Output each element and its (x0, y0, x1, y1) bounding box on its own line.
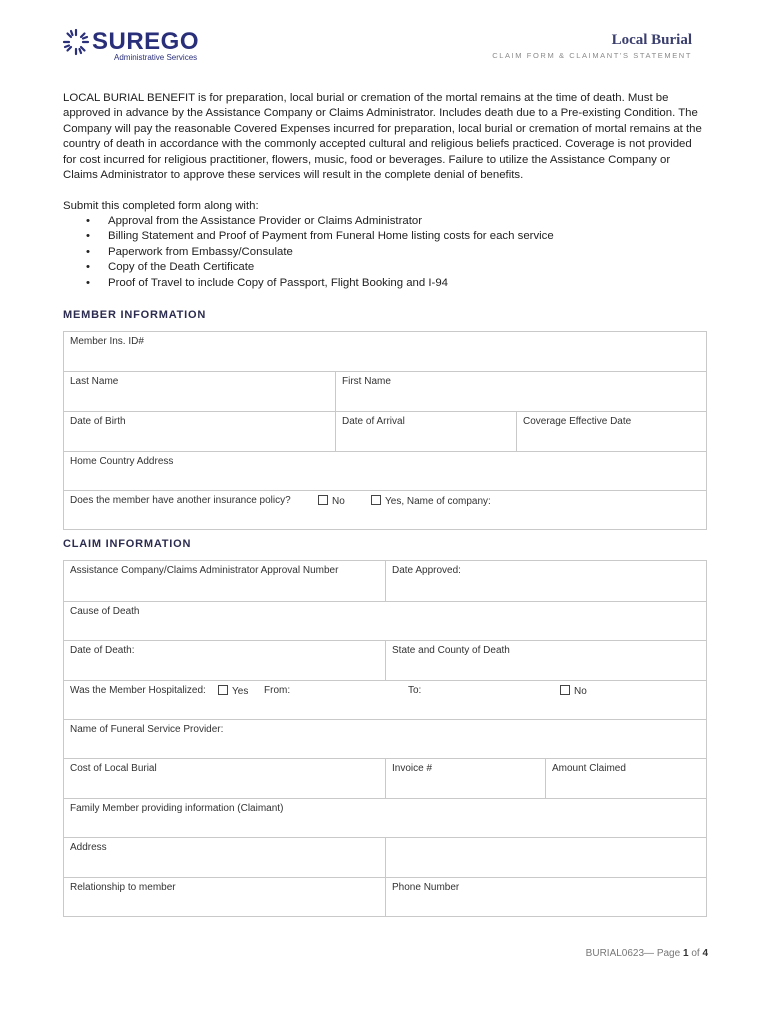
other-insurance-question: Does the member have another insurance policy? (70, 495, 291, 506)
hospitalized-yes-option[interactable]: Yes (218, 685, 248, 697)
member-section-title: MEMBER INFORMATION (63, 309, 207, 321)
address-extra-field[interactable] (385, 838, 706, 877)
first-name-field[interactable] (335, 372, 706, 411)
hospitalized-no-option[interactable]: No (560, 685, 587, 697)
list-item: • Copy of the Death Certificate (86, 260, 554, 275)
amount-claimed-field[interactable] (545, 759, 706, 798)
hospitalized-to-label: To: (408, 685, 422, 696)
date-of-death-field[interactable] (64, 641, 385, 680)
phone-number-field[interactable] (385, 878, 706, 916)
logo-subtitle: Administrative Services (114, 53, 198, 62)
date-of-birth-field[interactable] (64, 412, 335, 451)
logo-wordmark: SUREGO (92, 28, 200, 55)
date-approved-label: Date Approved: (392, 565, 461, 576)
family-member-field[interactable] (64, 799, 706, 837)
date-of-death-label: Date of Death: (70, 645, 135, 656)
amount-claimed-label: Amount Claimed (552, 763, 626, 774)
claim-info-table (63, 560, 707, 917)
last-name-label: Last Name (70, 376, 119, 387)
funeral-provider-field[interactable] (64, 720, 706, 758)
invoice-field[interactable] (385, 759, 545, 798)
page-footer (586, 948, 708, 959)
page-of: of (691, 948, 700, 959)
list-item: • Paperwork from Embassy/Consulate (86, 245, 554, 260)
coverage-effective-date-label: Coverage Effective Date (523, 416, 632, 427)
date-approved-field[interactable] (385, 561, 706, 601)
approval-number-label: Assistance Company/Claims Administrator Approval Number (70, 565, 339, 576)
cost-of-burial-label: Cost of Local Burial (70, 763, 157, 774)
required-documents-list (86, 214, 554, 291)
member-id-label: Member Ins. ID# (70, 336, 144, 347)
relationship-field[interactable] (64, 878, 385, 916)
checkbox-icon[interactable] (218, 685, 228, 695)
list-item: • Proof of Travel to include Copy of Passport, Flight Booking and I-94 (86, 276, 554, 291)
phone-number-label: Phone Number (392, 882, 460, 893)
list-item: • Billing Statement and Proof of Payment from Funeral Home listing costs for each service (86, 229, 554, 244)
sunburst-logo-icon (62, 28, 90, 56)
document-subtitle: CLAIM FORM & CLAIMANT'S STATEMENT (492, 51, 692, 60)
page-total: 4 (702, 948, 708, 959)
approval-number-field[interactable] (64, 561, 385, 601)
list-item: • Approval from the Assistance Provider or Claims Administrator (86, 214, 554, 229)
claim-section-title: CLAIM INFORMATION (63, 538, 192, 550)
date-of-arrival-field[interactable] (335, 412, 516, 451)
cause-of-death-label: Cause of Death (70, 606, 140, 617)
cost-of-burial-field[interactable] (64, 759, 385, 798)
other-insurance-yes-option[interactable]: Yes, Name of company: (371, 495, 491, 507)
page-number: 1 (682, 948, 689, 959)
last-name-field[interactable] (64, 372, 335, 411)
relationship-label: Relationship to member (70, 882, 176, 893)
benefit-description: LOCAL BURIAL BENEFIT is for preparation, local burial or cremation of the mortal remains at the time of death. Must be approved in advance by the Assistance Company or Claims Administrator. Includes death due to a Pre-existing Condition. The Company will pay the reasonable Covered Expenses incurred for preparation, local burial or cremation of mortal remains at the country of death in accordance with the commonly accepted cultural and religious beliefs practiced. Coverage is not provided for cost incurred for religious practitioner, flowers, music, food or beverages. Failure to utilize the Assistance Company or Claims Administrator to approve these services will result in the complete denial of benefits. (63, 92, 702, 182)
hospitalized-question: Was the Member Hospitalized: (70, 685, 206, 696)
cause-of-death-field[interactable] (64, 602, 706, 640)
member-id-field[interactable] (64, 332, 706, 371)
address-label: Address (70, 842, 107, 853)
document-title: Local Burial (611, 32, 692, 48)
hospitalized-row (64, 681, 706, 719)
funeral-provider-label: Name of Funeral Service Provider: (70, 724, 224, 735)
family-member-label: Family Member providing information (Claimant) (70, 803, 284, 814)
other-insurance-no-option[interactable]: No (318, 495, 345, 507)
surego-logo (62, 28, 222, 62)
other-insurance-row (64, 491, 706, 529)
member-info-table (63, 331, 707, 530)
state-county-of-death-label: State and County of Death (392, 645, 510, 656)
hospitalized-from-label: From: (264, 685, 291, 696)
form-code: BURIAL0623— Page (585, 948, 681, 959)
checkbox-icon[interactable] (371, 495, 381, 505)
date-of-arrival-label: Date of Arrival (342, 416, 405, 427)
submit-heading: Submit this completed form along with: (63, 200, 259, 212)
date-of-birth-label: Date of Birth (70, 416, 126, 427)
checkbox-icon[interactable] (560, 685, 570, 695)
invoice-label: Invoice # (392, 763, 433, 774)
coverage-effective-date-field[interactable] (516, 412, 706, 451)
address-field[interactable] (64, 838, 385, 877)
state-county-of-death-field[interactable] (385, 641, 706, 680)
home-country-address-field[interactable] (64, 452, 706, 490)
first-name-label: First Name (342, 376, 391, 387)
checkbox-icon[interactable] (318, 495, 328, 505)
home-country-address-label: Home Country Address (70, 456, 174, 467)
